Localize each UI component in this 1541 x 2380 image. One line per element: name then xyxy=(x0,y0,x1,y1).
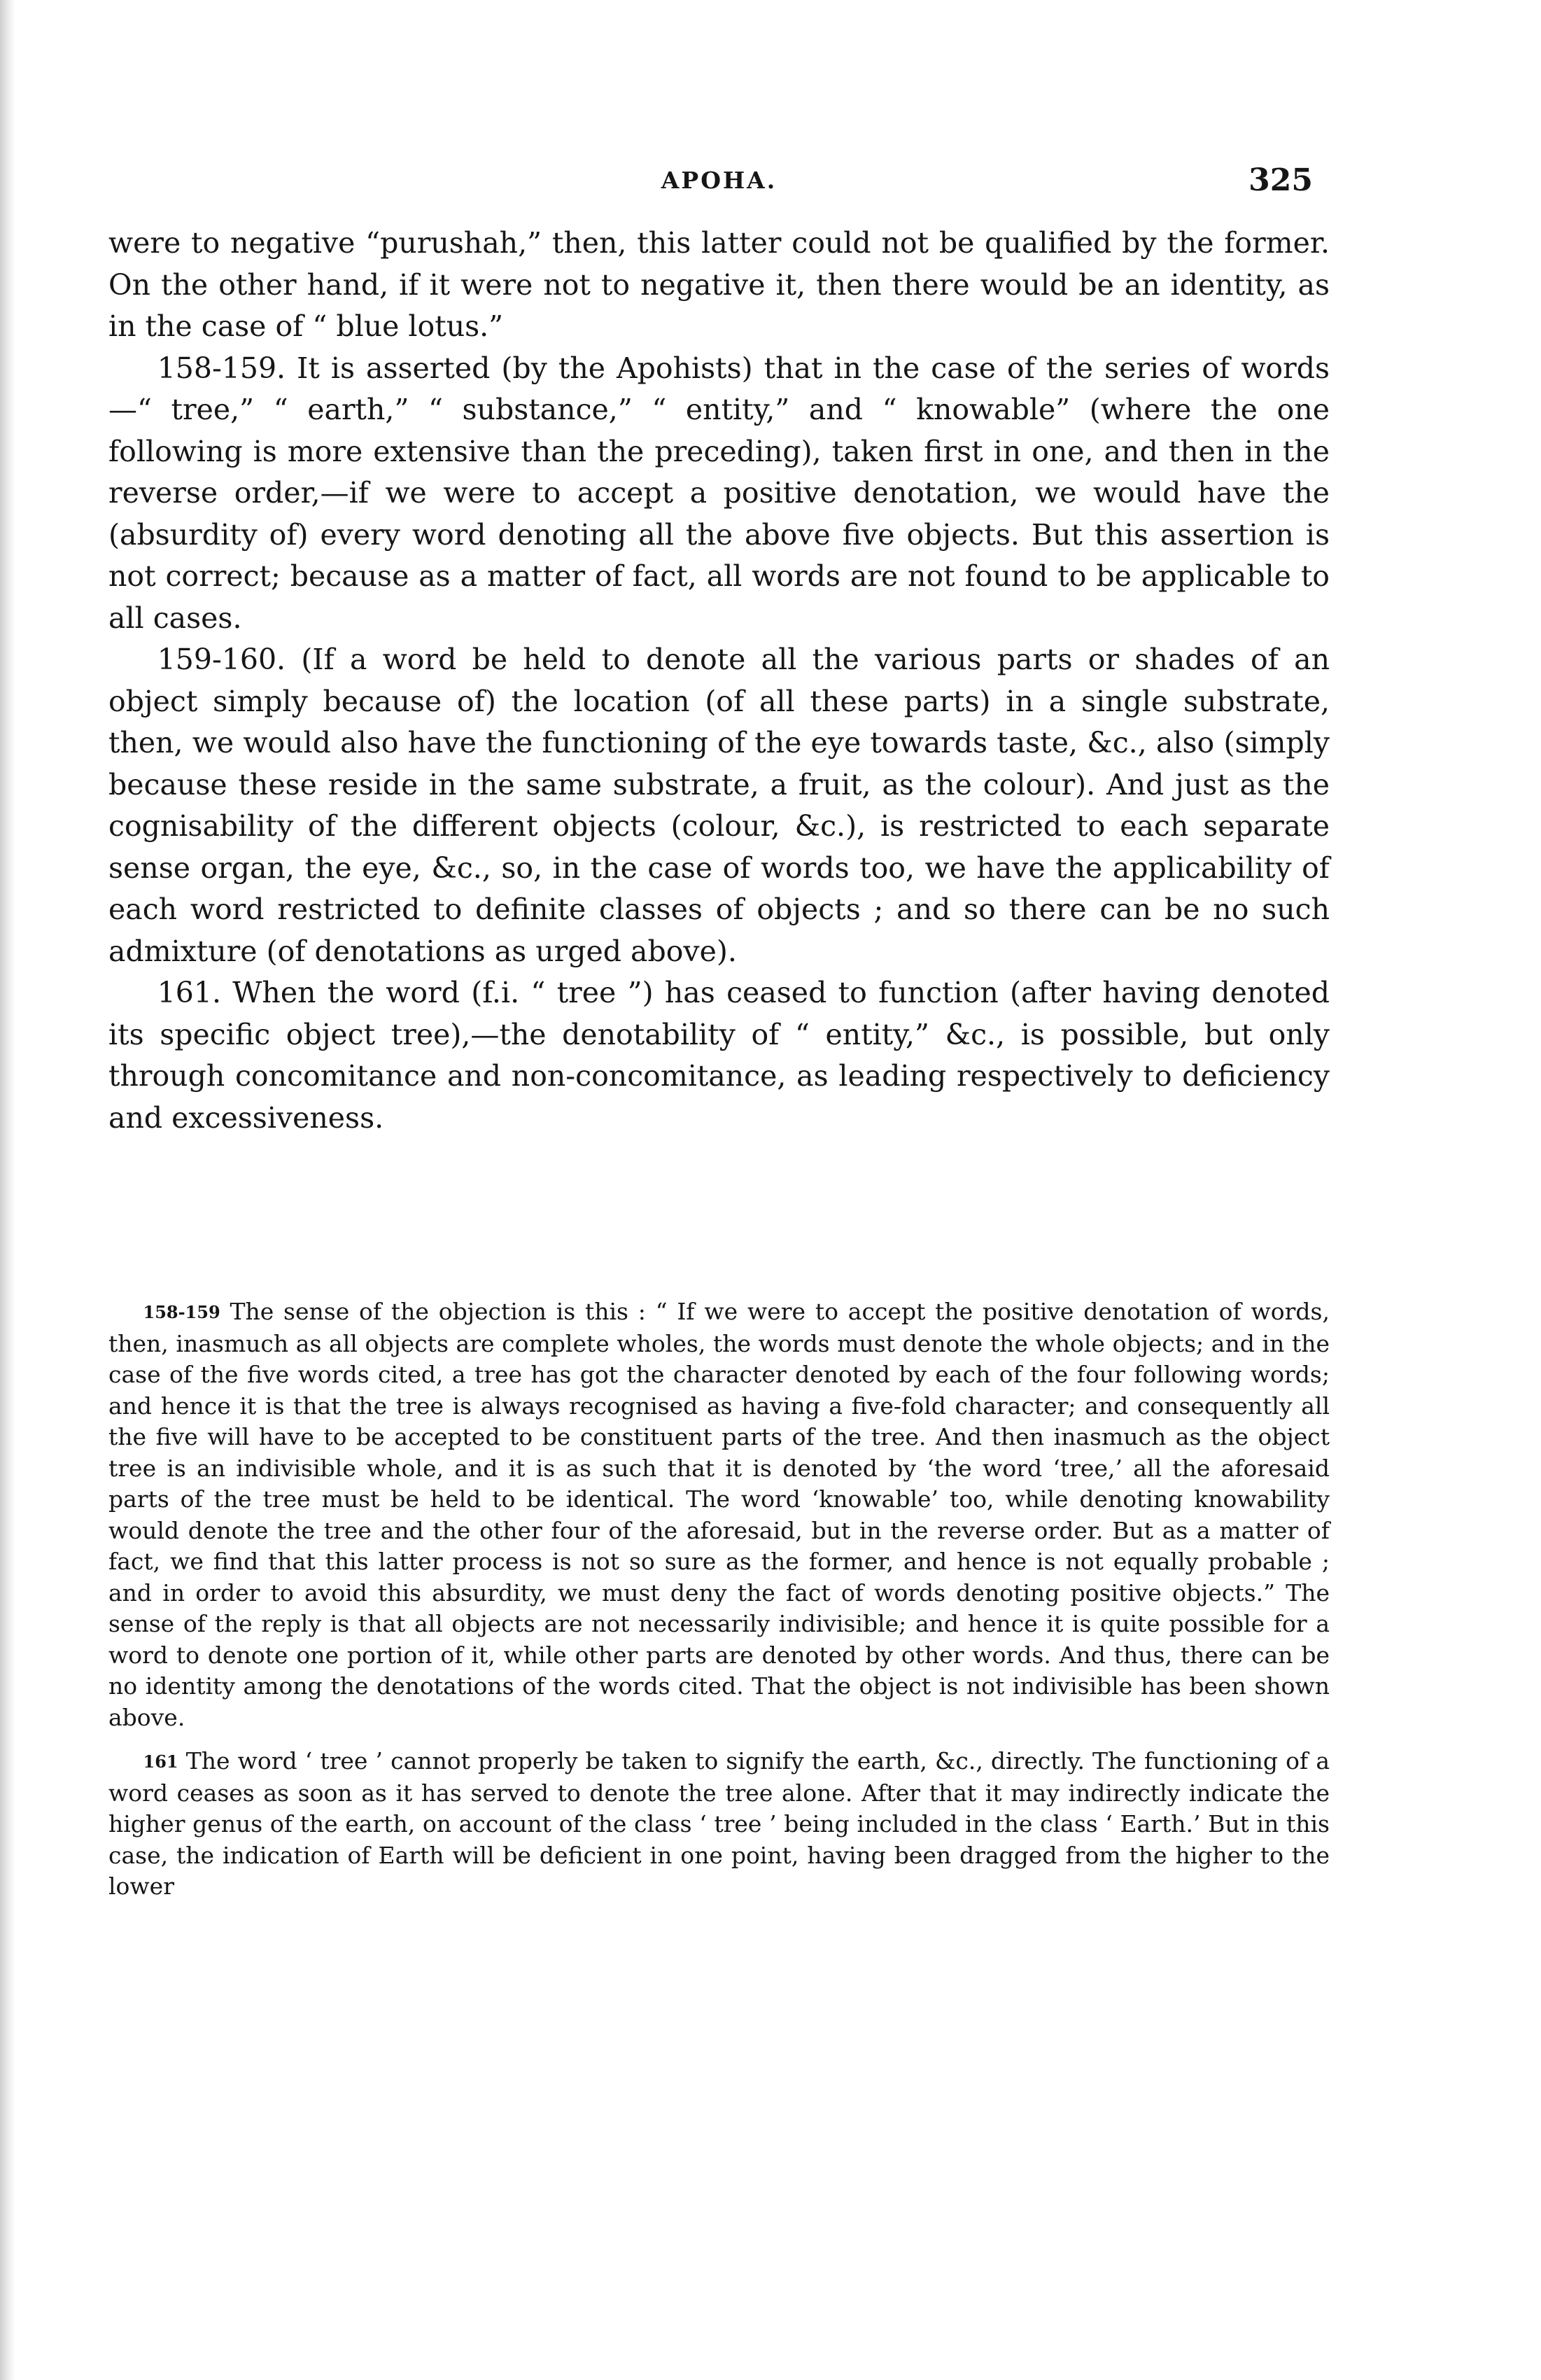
page-number: 325 xyxy=(1248,162,1313,198)
footnote-text: The word ‘ tree ’ cannot properly be taken to signify the earth, &c., directly. The functioning of a word ceases as soon as it has served to denote the tree alone. After that it may indirectly indicate the higher genus of the earth, on account of the class ‘ tree ’ being included in the class ‘ Earth.’ But in this case, the indication of Earth will be deficient in one point, having been dragged from the higher to the lower xyxy=(108,1747,1330,1900)
footnote-158-159 xyxy=(108,1296,1330,1733)
running-head: APOHA. xyxy=(661,167,777,194)
book-page xyxy=(108,0,1330,2380)
paragraph-159-160: 159-160. (If a word be held to denote all the various parts or shades of an object simply because of) the location (of all these parts) in a single substrate, then, we would also have the functioning of the eye towards taste, &c., also (simply because these reside in the same substrate, a fruit, as the colour). And just as the cognisability of the different objects (colour, &c.), is restricted to each separate sense organ, the eye, &c., so, in the case of words too, we have the applicability of each word restricted to definite classes of objects ; and so there can be no such admixture (of denotations as urged above). xyxy=(108,643,1330,968)
footnote-number: 161 xyxy=(143,1751,178,1772)
paragraph-158-159: 158-159. It is asserted (by the Apohists) that in the case of the series of words—“ tree,” “ earth,” “ substance,” “ entity,” and “ knowable” (where the one following is more extensive than the preceding), taken first in one, and then in the reverse order,—if we were to accept a positive denotation, we would have the (absurdity of) every word denoting all the above five objects. But this assertion is not correct; because as a matter of fact, all words are not found to be applicable to all cases. xyxy=(108,351,1330,635)
footnote-text: The sense of the objection is this : “ If we were to accept the positive denotation of words, then, inasmuch as all objects are complete wholes, the words must denote the whole objects; and in the case of the five words cited, a tree has got the character denoted by each of the four following words; and hence it is that the tree is always recognised as having a five-fold character; and consequently all the five will have to be accepted to be constituent parts of the tree. And then inasmuch as the object tree is an indivisible whole, and it is as such that it is denoted by ‘the word ‘tree,’ all the aforesaid parts of the tree must be held to be identical. The word ‘knowable’ too, while denoting knowability would denote the tree and the other four of the aforesaid, but in the reverse order. But as a matter of fact, we find that this latter process is not so sure as the former, and hence is not equally probable ; and in order to avoid this absurdity, we must deny the fact of words denoting positive objects.” The sense of the reply is that all objects are not necessarily indivisible; and hence it is quite possible for a word to denote one portion of it, while other parts are denoted by other words. And thus, there can be no identity among the denotations of the words cited. That the object is not indivisible has been shown above. xyxy=(108,1298,1330,1731)
paragraph-161: 161. When the word (f.i. “ tree ”) has ceased to function (after having denoted its specific object tree),—the denotability of “ entity,” &c., is possible, but only through concomitance and non-concomitance, as leading respectively to deficiency and excessiveness. xyxy=(108,976,1330,1135)
page-header xyxy=(108,162,1330,204)
paragraph-continued: were to negative “purushah,” then, this latter could not be qualified by the former. On the other hand, if it were not to negative it, then there would be an identity, as in the case of “ blue lotus.” xyxy=(108,226,1330,343)
footnote-161 xyxy=(108,1746,1330,1903)
footnotes xyxy=(108,1296,1330,1903)
footnote-number: 158-159 xyxy=(143,1302,220,1322)
main-text xyxy=(108,223,1330,1139)
scan-gutter-shadow xyxy=(0,0,15,2380)
